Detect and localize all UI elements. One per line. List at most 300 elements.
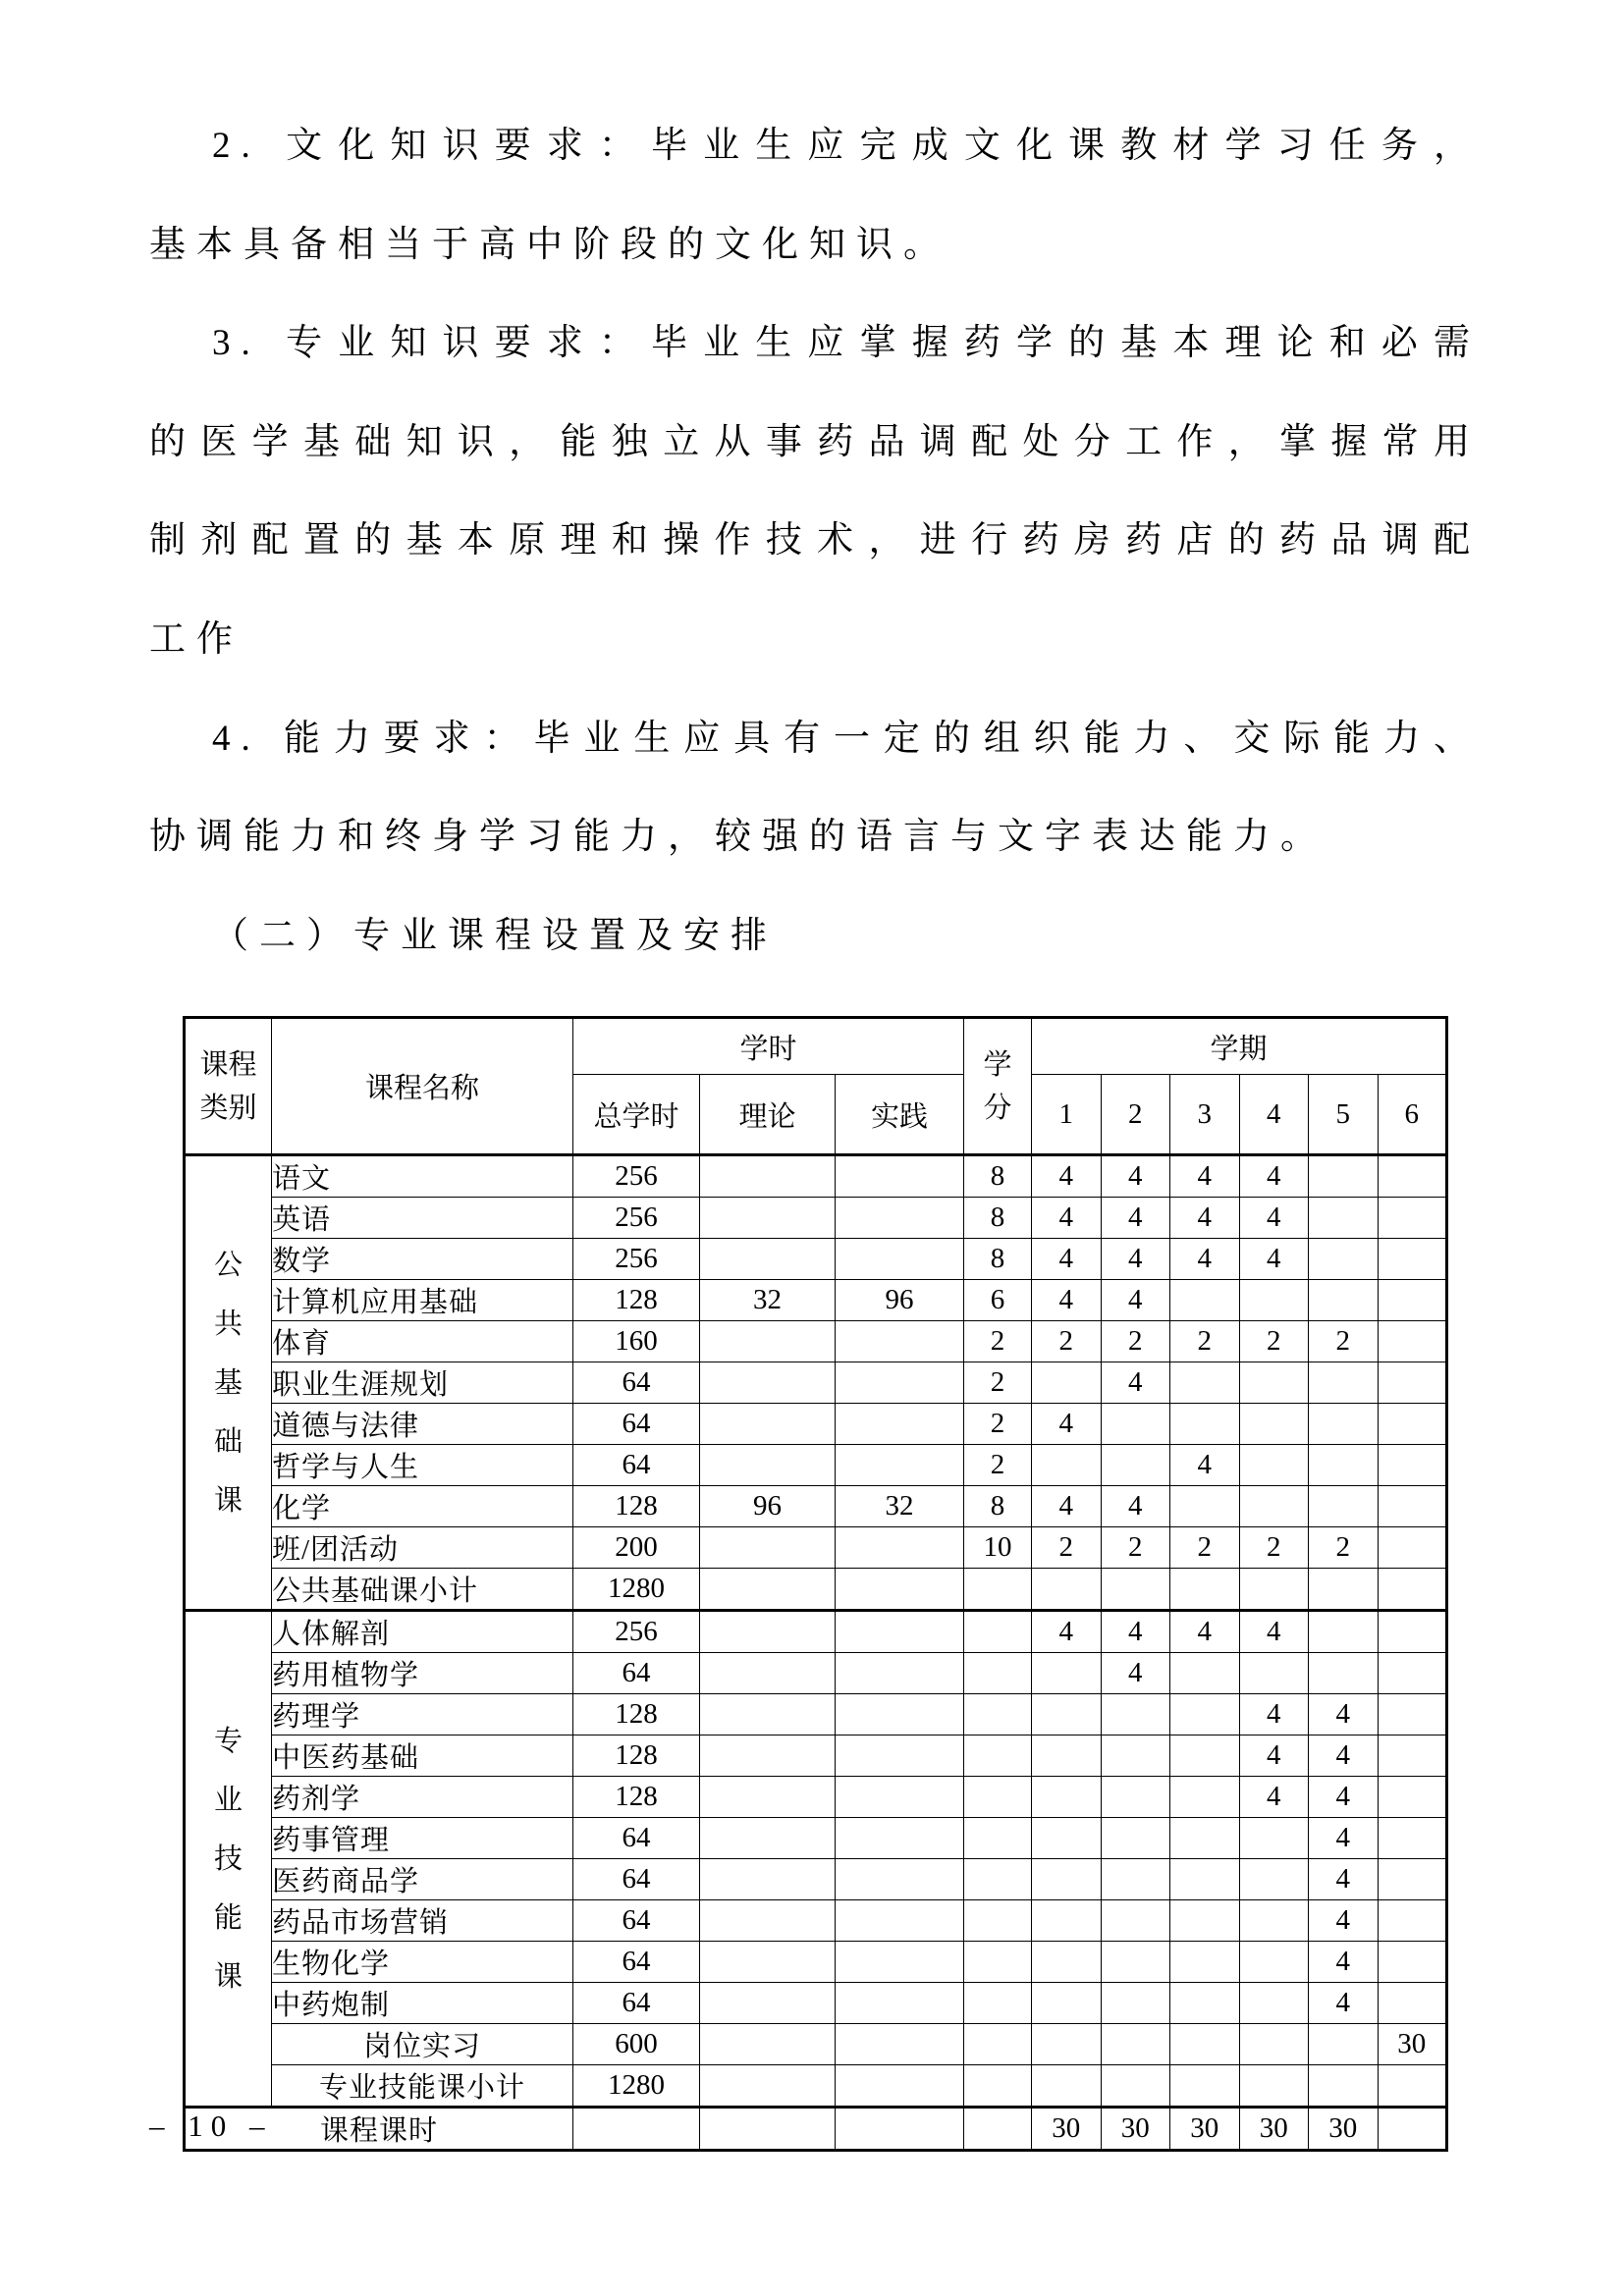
value-cell: 64 — [573, 1818, 700, 1859]
value-cell: 4 — [1309, 1942, 1379, 1983]
value-cell: 4 — [1239, 1735, 1309, 1777]
value-cell — [1378, 1653, 1447, 1694]
value-cell — [1239, 1445, 1309, 1486]
value-cell — [836, 2065, 964, 2108]
col-header-practice: 实践 — [836, 1075, 964, 1155]
value-cell: 4 — [1032, 1404, 1102, 1445]
value-cell: 128 — [573, 1694, 700, 1735]
value-cell: 4 — [1239, 1694, 1309, 1735]
value-cell — [1170, 1653, 1240, 1694]
value-cell — [1378, 1983, 1447, 2024]
value-cell — [1239, 1569, 1309, 1611]
paragraph-line: 的医学基础知识，能独立从事药品调配处分工作，掌握常用 — [149, 421, 1481, 462]
value-cell: 64 — [573, 1900, 700, 1942]
col-header-category-line1: 课程 — [199, 1048, 257, 1081]
value-cell — [1170, 1694, 1240, 1735]
value-cell — [1378, 1942, 1447, 1983]
value-cell — [836, 1942, 964, 1983]
col-header-credit-line2: 分 — [983, 1092, 1012, 1124]
value-cell — [836, 1445, 964, 1486]
value-cell — [1239, 2065, 1309, 2108]
value-cell — [1032, 1983, 1102, 2024]
value-cell — [1170, 1404, 1240, 1445]
value-cell — [700, 1859, 836, 1900]
table-row — [185, 2108, 1447, 2151]
value-cell — [1170, 1859, 1240, 1900]
course-schedule-table — [183, 1016, 1448, 2152]
value-cell — [700, 1694, 836, 1735]
value-cell: 4 — [1239, 1777, 1309, 1818]
course-name-cell: 专业技能课小计 — [272, 2065, 573, 2108]
value-cell: 4 — [1101, 1280, 1170, 1321]
value-cell — [836, 1735, 964, 1777]
value-cell — [1101, 1735, 1170, 1777]
value-cell: 2 — [1170, 1527, 1240, 1569]
value-cell — [700, 1777, 836, 1818]
value-cell — [1378, 1198, 1447, 1239]
value-cell — [1032, 1445, 1102, 1486]
value-cell — [1378, 1239, 1447, 1280]
col-header-semester-2: 2 — [1101, 1075, 1170, 1155]
value-cell — [836, 1611, 964, 1653]
value-cell — [1378, 1777, 1447, 1818]
page-number: – 10 – — [149, 2109, 273, 2143]
value-cell: 64 — [573, 1942, 700, 1983]
value-cell — [1378, 1155, 1447, 1198]
course-name-cell: 中医药基础 — [272, 1735, 573, 1777]
table-row — [185, 1859, 1447, 1900]
value-cell: 2 — [1309, 1527, 1379, 1569]
value-cell — [1101, 1445, 1170, 1486]
course-name-cell: 数学 — [272, 1239, 573, 1280]
paragraph-line: 基本具备相当于高中阶段的文化知识。 — [149, 224, 950, 265]
value-cell: 64 — [573, 1859, 700, 1900]
value-cell — [1309, 1569, 1379, 1611]
course-name-cell: 英语 — [272, 1198, 573, 1239]
value-cell — [1032, 1653, 1102, 1694]
value-cell: 256 — [573, 1611, 700, 1653]
value-cell — [964, 1569, 1032, 1611]
value-cell: 64 — [573, 1653, 700, 1694]
value-cell — [1239, 1859, 1309, 1900]
value-cell: 200 — [573, 1527, 700, 1569]
value-cell — [1032, 1900, 1102, 1942]
paragraph-line: 工作 — [149, 618, 244, 660]
value-cell — [1101, 1942, 1170, 1983]
value-cell: 96 — [836, 1280, 964, 1321]
value-cell: 4 — [1032, 1198, 1102, 1239]
value-cell — [1101, 1694, 1170, 1735]
value-cell — [1378, 1486, 1447, 1527]
value-cell: 4 — [1032, 1486, 1102, 1527]
value-cell — [1170, 1818, 1240, 1859]
value-cell — [1032, 1694, 1102, 1735]
value-cell: 2 — [1032, 1527, 1102, 1569]
value-cell — [836, 1527, 964, 1569]
value-cell — [1101, 1777, 1170, 1818]
value-cell — [1170, 2024, 1240, 2065]
paragraph-line: 3. 专业知识要求：毕业生应掌握药学的基本理论和必需 — [212, 323, 1481, 364]
col-header-hours-group: 学时 — [573, 1018, 964, 1075]
value-cell: 64 — [573, 1445, 700, 1486]
course-name-cell: 道德与法律 — [272, 1404, 573, 1445]
value-cell — [1239, 1280, 1309, 1321]
value-cell: 4 — [1101, 1239, 1170, 1280]
value-cell: 4 — [1309, 1818, 1379, 1859]
value-cell: 4 — [1032, 1280, 1102, 1321]
value-cell: 1280 — [573, 1569, 700, 1611]
body-text-block — [149, 97, 1481, 986]
value-cell — [700, 2024, 836, 2065]
value-cell: 10 — [964, 1527, 1032, 1569]
table-row — [185, 1818, 1447, 1859]
value-cell — [1170, 1486, 1240, 1527]
course-name-cell: 职业生涯规划 — [272, 1362, 573, 1404]
value-cell: 128 — [573, 1777, 700, 1818]
col-header-semester-4: 4 — [1239, 1075, 1309, 1155]
value-cell: 32 — [700, 1280, 836, 1321]
value-cell: 4 — [1101, 1362, 1170, 1404]
value-cell: 4 — [1170, 1445, 1240, 1486]
value-cell — [1101, 1859, 1170, 1900]
value-cell — [1170, 1362, 1240, 1404]
value-cell: 4 — [1309, 1983, 1379, 2024]
col-header-category-line2: 类别 — [199, 1092, 257, 1124]
col-header-semester-group: 学期 — [1032, 1018, 1447, 1075]
value-cell: 4 — [1101, 1198, 1170, 1239]
value-cell: 2 — [964, 1362, 1032, 1404]
value-cell: 256 — [573, 1239, 700, 1280]
course-name-cell: 公共基础课小计 — [272, 1569, 573, 1611]
value-cell — [836, 1900, 964, 1942]
value-cell — [1032, 1569, 1102, 1611]
value-cell: 2 — [1170, 1321, 1240, 1362]
value-cell: 30 — [1378, 2024, 1447, 2065]
category-vertical-label: 专 业 技 能 课 — [213, 1725, 243, 1993]
course-name-cell: 岗位实习 — [272, 2024, 573, 2065]
value-cell — [700, 2065, 836, 2108]
col-header-course-name: 课程名称 — [272, 1018, 573, 1155]
value-cell — [1101, 2024, 1170, 2065]
value-cell — [1378, 1527, 1447, 1569]
value-cell — [1239, 1404, 1309, 1445]
table-row — [185, 1777, 1447, 1818]
value-cell — [964, 1777, 1032, 1818]
value-cell: 4 — [1101, 1653, 1170, 1694]
value-cell — [964, 1694, 1032, 1735]
value-cell — [1032, 1735, 1102, 1777]
value-cell: 4 — [1309, 1735, 1379, 1777]
value-cell — [1378, 1818, 1447, 1859]
course-name-cell: 体育 — [272, 1321, 573, 1362]
value-cell — [1032, 2024, 1102, 2065]
value-cell — [1309, 1404, 1379, 1445]
value-cell — [700, 1818, 836, 1859]
col-header-credit — [964, 1018, 1032, 1155]
value-cell: 128 — [573, 1280, 700, 1321]
value-cell: 4 — [1032, 1155, 1102, 1198]
table-row — [185, 1362, 1447, 1404]
course-name-cell: 中药炮制 — [272, 1983, 573, 2024]
value-cell: 64 — [573, 1362, 700, 1404]
value-cell — [700, 1653, 836, 1694]
value-cell: 8 — [964, 1486, 1032, 1527]
value-cell — [836, 1404, 964, 1445]
value-cell: 160 — [573, 1321, 700, 1362]
value-cell — [964, 1859, 1032, 1900]
course-name-cell: 医药商品学 — [272, 1859, 573, 1900]
value-cell: 256 — [573, 1155, 700, 1198]
value-cell — [1309, 1611, 1379, 1653]
value-cell — [1239, 1942, 1309, 1983]
value-cell: 2 — [964, 1404, 1032, 1445]
value-cell — [700, 1900, 836, 1942]
value-cell — [1032, 2065, 1102, 2108]
value-cell — [1309, 1486, 1379, 1527]
value-cell — [700, 1527, 836, 1569]
value-cell — [1378, 1569, 1447, 1611]
value-cell — [1239, 1653, 1309, 1694]
value-cell — [700, 1404, 836, 1445]
category-cell — [185, 1155, 272, 1611]
value-cell: 4 — [1032, 1611, 1102, 1653]
value-cell — [836, 1155, 964, 1198]
value-cell: 30 — [1239, 2108, 1309, 2151]
table-row — [185, 1280, 1447, 1321]
value-cell — [700, 1611, 836, 1653]
paragraph-line: 制剂配置的基本原理和操作技术，进行药房药店的药品调配 — [149, 520, 1481, 561]
value-cell — [1309, 1155, 1379, 1198]
value-cell — [1170, 1777, 1240, 1818]
value-cell: 8 — [964, 1239, 1032, 1280]
value-cell: 4 — [1170, 1611, 1240, 1653]
table-row — [185, 2024, 1447, 2065]
value-cell — [1101, 1818, 1170, 1859]
value-cell — [836, 1362, 964, 1404]
value-cell — [1239, 1900, 1309, 1942]
value-cell: 4 — [1239, 1198, 1309, 1239]
section-heading: （二）专业课程设置及安排 — [212, 915, 778, 956]
value-cell: 600 — [573, 2024, 700, 2065]
value-cell — [1309, 1280, 1379, 1321]
value-cell: 4 — [1239, 1611, 1309, 1653]
course-name-cell: 人体解剖 — [272, 1611, 573, 1653]
col-header-semester-1: 1 — [1032, 1075, 1102, 1155]
value-cell — [700, 1445, 836, 1486]
value-cell — [700, 1198, 836, 1239]
course-name-cell: 药理学 — [272, 1694, 573, 1735]
value-cell — [1032, 1362, 1102, 1404]
value-cell: 32 — [836, 1486, 964, 1527]
value-cell — [1378, 1694, 1447, 1735]
value-cell — [1309, 2065, 1379, 2108]
value-cell — [1032, 1859, 1102, 1900]
value-cell — [700, 1942, 836, 1983]
table-row — [185, 1611, 1447, 1653]
course-name-cell: 药品市场营销 — [272, 1900, 573, 1942]
value-cell — [1309, 1362, 1379, 1404]
value-cell — [1309, 1239, 1379, 1280]
value-cell — [836, 1653, 964, 1694]
table-row — [185, 1155, 1447, 1198]
value-cell — [1032, 1777, 1102, 1818]
value-cell — [1101, 2065, 1170, 2108]
value-cell: 2 — [1101, 1321, 1170, 1362]
table-row — [185, 1983, 1447, 2024]
value-cell — [836, 1777, 964, 1818]
col-header-semester-6: 6 — [1378, 1075, 1447, 1155]
value-cell: 2 — [1032, 1321, 1102, 1362]
col-header-theory: 理论 — [700, 1075, 836, 1155]
value-cell — [1239, 1818, 1309, 1859]
value-cell: 6 — [964, 1280, 1032, 1321]
table-header — [185, 1018, 1447, 1155]
value-cell — [1378, 1900, 1447, 1942]
value-cell — [836, 2024, 964, 2065]
course-name-cell: 计算机应用基础 — [272, 1280, 573, 1321]
value-cell: 30 — [1309, 2108, 1379, 2151]
value-cell: 128 — [573, 1735, 700, 1777]
course-name-cell: 化学 — [272, 1486, 573, 1527]
value-cell: 4 — [1101, 1155, 1170, 1198]
value-cell: 96 — [700, 1486, 836, 1527]
value-cell — [1378, 1445, 1447, 1486]
col-header-total-hours: 总学时 — [573, 1075, 700, 1155]
table-row — [185, 1653, 1447, 1694]
value-cell — [964, 2024, 1032, 2065]
value-cell — [964, 1735, 1032, 1777]
value-cell — [1170, 1900, 1240, 1942]
value-cell — [836, 1859, 964, 1900]
value-cell: 30 — [1032, 2108, 1102, 2151]
table-row — [185, 1239, 1447, 1280]
value-cell: 4 — [1309, 1777, 1379, 1818]
value-cell: 4 — [1032, 1239, 1102, 1280]
value-cell: 4 — [1239, 1155, 1309, 1198]
value-cell — [1239, 2024, 1309, 2065]
value-cell — [700, 1983, 836, 2024]
value-cell — [1309, 1653, 1379, 1694]
value-cell: 30 — [1170, 2108, 1240, 2151]
value-cell — [836, 1198, 964, 1239]
value-cell — [1101, 1404, 1170, 1445]
value-cell — [1378, 2065, 1447, 2108]
value-cell — [964, 2108, 1032, 2151]
value-cell — [1170, 2065, 1240, 2108]
col-header-category — [185, 1018, 272, 1155]
value-cell — [1378, 1859, 1447, 1900]
course-name-cell: 药事管理 — [272, 1818, 573, 1859]
value-cell: 2 — [1239, 1321, 1309, 1362]
course-name-cell: 药剂学 — [272, 1777, 573, 1818]
value-cell: 64 — [573, 1404, 700, 1445]
value-cell — [964, 2065, 1032, 2108]
value-cell — [700, 1239, 836, 1280]
value-cell: 64 — [573, 1983, 700, 2024]
value-cell: 4 — [1101, 1611, 1170, 1653]
value-cell — [700, 1155, 836, 1198]
value-cell — [1309, 2024, 1379, 2065]
value-cell — [1378, 1321, 1447, 1362]
table-row — [185, 1694, 1447, 1735]
value-cell — [1378, 1280, 1447, 1321]
value-cell: 4 — [1101, 1486, 1170, 1527]
value-cell: 8 — [964, 1155, 1032, 1198]
value-cell — [700, 1362, 836, 1404]
paragraph-line: 4. 能力要求：毕业生应具有一定的组织能力、交际能力、 — [212, 718, 1481, 759]
value-cell — [1309, 1445, 1379, 1486]
value-cell — [1170, 1569, 1240, 1611]
table-row — [185, 1404, 1447, 1445]
table-row — [185, 2065, 1447, 2108]
category-cell — [185, 1611, 272, 2108]
table-row — [185, 1321, 1447, 1362]
value-cell — [700, 1735, 836, 1777]
table-row — [185, 1735, 1447, 1777]
value-cell — [700, 2108, 836, 2151]
value-cell: 8 — [964, 1198, 1032, 1239]
value-cell — [1239, 1486, 1309, 1527]
table-row — [185, 1900, 1447, 1942]
value-cell — [836, 1694, 964, 1735]
value-cell — [964, 1900, 1032, 1942]
value-cell: 2 — [1101, 1527, 1170, 1569]
value-cell — [964, 1983, 1032, 2024]
value-cell — [836, 1239, 964, 1280]
value-cell — [964, 1818, 1032, 1859]
value-cell — [1101, 1569, 1170, 1611]
value-cell — [836, 1818, 964, 1859]
value-cell: 4 — [1239, 1239, 1309, 1280]
value-cell — [964, 1611, 1032, 1653]
value-cell — [964, 1653, 1032, 1694]
value-cell: 1280 — [573, 2065, 700, 2108]
value-cell — [1170, 1942, 1240, 1983]
value-cell — [700, 1569, 836, 1611]
value-cell — [1170, 1983, 1240, 2024]
col-header-credit-line1: 学 — [983, 1048, 1012, 1081]
course-name-cell: 生物化学 — [272, 1942, 573, 1983]
value-cell: 4 — [1309, 1859, 1379, 1900]
value-cell: 4 — [1170, 1239, 1240, 1280]
value-cell — [1239, 1362, 1309, 1404]
value-cell: 2 — [1239, 1527, 1309, 1569]
value-cell: 4 — [1309, 1900, 1379, 1942]
value-cell: 30 — [1101, 2108, 1170, 2151]
course-name-cell: 语文 — [272, 1155, 573, 1198]
value-cell — [1378, 1735, 1447, 1777]
value-cell — [1378, 1362, 1447, 1404]
paragraph-line: 2. 文化知识要求：毕业生应完成文化课教材学习任务， — [212, 126, 1481, 166]
value-cell — [1032, 1942, 1102, 1983]
course-name-cell: 药用植物学 — [272, 1653, 573, 1694]
value-cell: 4 — [1309, 1694, 1379, 1735]
value-cell — [1378, 1404, 1447, 1445]
table-footer — [185, 2108, 1447, 2151]
col-header-semester-3: 3 — [1170, 1075, 1240, 1155]
value-cell: 2 — [1309, 1321, 1379, 1362]
table-row — [185, 1942, 1447, 1983]
value-cell — [836, 2108, 964, 2151]
col-header-semester-5: 5 — [1309, 1075, 1379, 1155]
value-cell: 4 — [1170, 1198, 1240, 1239]
paragraph-line: 协调能力和终身学习能力，较强的语言与文字表达能力。 — [149, 817, 1327, 858]
value-cell — [1378, 2108, 1447, 2151]
value-cell — [1101, 1983, 1170, 2024]
course-section-2 — [185, 1611, 1447, 2108]
course-section-1 — [185, 1155, 1447, 1611]
value-cell — [1170, 1735, 1240, 1777]
